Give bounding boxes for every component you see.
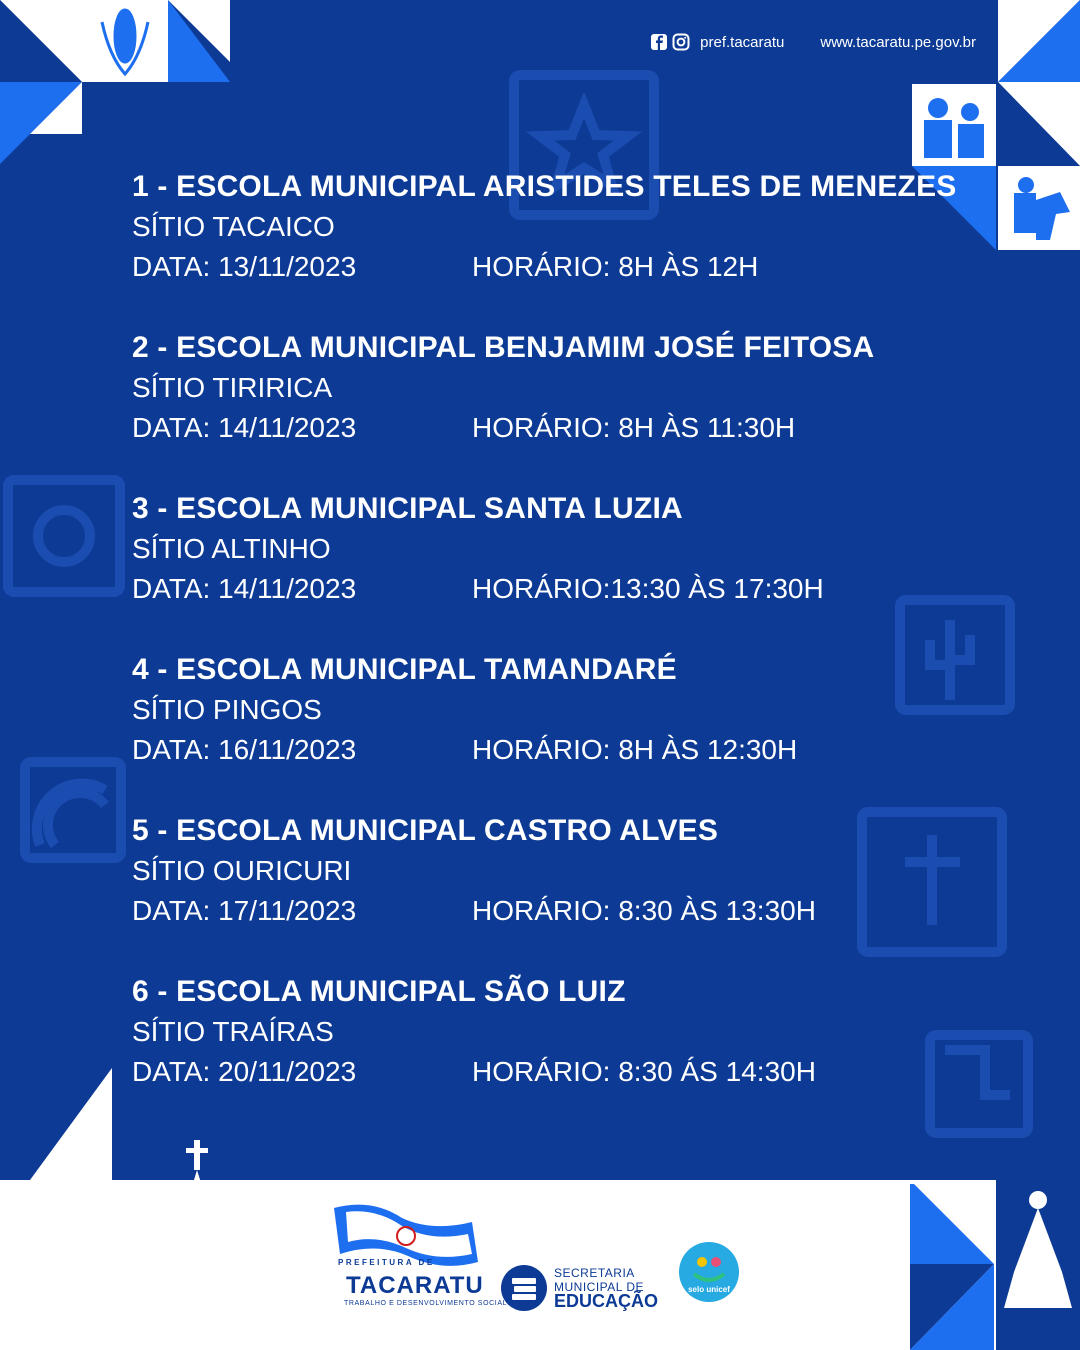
social-icons <box>650 33 690 51</box>
schedule-row <box>132 570 962 610</box>
school-site: SÍTIO PINGOS <box>132 694 322 725</box>
footer-logos <box>332 1198 752 1320</box>
school-time: HORÁRIO: 8:30 ÀS 13:30H <box>472 895 816 926</box>
bottom-right-decoration <box>910 1180 1080 1350</box>
secretaria-line2: MUNICIPAL DE <box>554 1280 645 1294</box>
school-time: HORÁRIO: 8H ÀS 12H <box>472 251 759 282</box>
contact-bar <box>650 30 976 54</box>
schedule-row <box>132 1053 962 1093</box>
schedule-entry <box>132 168 962 329</box>
sun-watermark-icon <box>8 480 120 592</box>
prefeitura-tagline: TRABALHO E DESENVOLVIMENTO SOCIAL <box>344 1300 508 1307</box>
school-date: DATA: 16/11/2023 <box>132 734 357 765</box>
prefeitura-label: PREFEITURA DE <box>338 1258 435 1267</box>
instagram-icon[interactable] <box>672 33 690 51</box>
school-date: DATA: 20/11/2023 <box>132 1056 357 1087</box>
school-title: 1 - ESCOLA MUNICIPAL ARISTIDES TELES DE MENEZES <box>132 170 957 203</box>
school-title: 2 - ESCOLA MUNICIPAL BENJAMIM JOSÉ FEITOSA <box>132 331 875 364</box>
school-time: HORÁRIO: 8H ÀS 11:30H <box>472 412 796 443</box>
prefeitura-name: TACARATU <box>346 1272 484 1299</box>
schedule-entry <box>132 651 962 812</box>
school-site: SÍTIO TIRIRICA <box>132 372 333 403</box>
school-site: SÍTIO ALTINHO <box>132 533 331 564</box>
school-date: DATA: 13/11/2023 <box>132 251 357 282</box>
school-date: DATA: 14/11/2023 <box>132 412 357 443</box>
school-time: HORÁRIO: 8:30 ÁS 14:30H <box>472 1056 816 1087</box>
school-site: SÍTIO TRAÍRAS <box>132 1016 334 1047</box>
website-link[interactable]: www.tacaratu.pe.gov.br <box>820 33 976 51</box>
schedule-row <box>132 731 962 771</box>
school-time: HORÁRIO: 8H ÀS 12:30H <box>472 734 798 765</box>
school-date: DATA: 17/11/2023 <box>132 895 357 926</box>
school-title: 6 - ESCOLA MUNICIPAL SÃO LUIZ <box>132 975 626 1008</box>
school-title: 4 - ESCOLA MUNICIPAL TAMANDARÉ <box>132 653 677 686</box>
schedule-entry <box>132 812 962 973</box>
secretaria-line3: EDUCAÇÃO <box>554 1291 659 1311</box>
books-icon <box>500 1264 548 1312</box>
school-date: DATA: 14/11/2023 <box>132 573 357 604</box>
top-left-decoration <box>0 0 230 170</box>
schedule-entry <box>132 490 962 651</box>
selo-label: selo unicef <box>688 1285 730 1294</box>
school-title: 3 - ESCOLA MUNICIPAL SANTA LUZIA <box>132 492 683 525</box>
schedule-row <box>132 892 962 932</box>
school-site: SÍTIO OURICURI <box>132 855 352 886</box>
schedule-list <box>132 168 962 1134</box>
schedule-row <box>132 248 962 288</box>
secretaria-block <box>554 1266 659 1311</box>
facebook-icon[interactable] <box>650 33 668 51</box>
schedule-entry <box>132 973 962 1134</box>
unicef-seal-logo <box>672 1240 746 1304</box>
schedule-entry <box>132 329 962 490</box>
school-site: SÍTIO TACAICO <box>132 211 335 242</box>
social-handle[interactable]: pref.tacaratu <box>700 33 785 51</box>
secretaria-line1: SECRETARIA <box>554 1266 635 1280</box>
school-time: HORÁRIO:13:30 ÀS 17:30H <box>472 573 824 604</box>
schedule-row <box>132 409 962 449</box>
school-title: 5 - ESCOLA MUNICIPAL CASTRO ALVES <box>132 814 719 847</box>
